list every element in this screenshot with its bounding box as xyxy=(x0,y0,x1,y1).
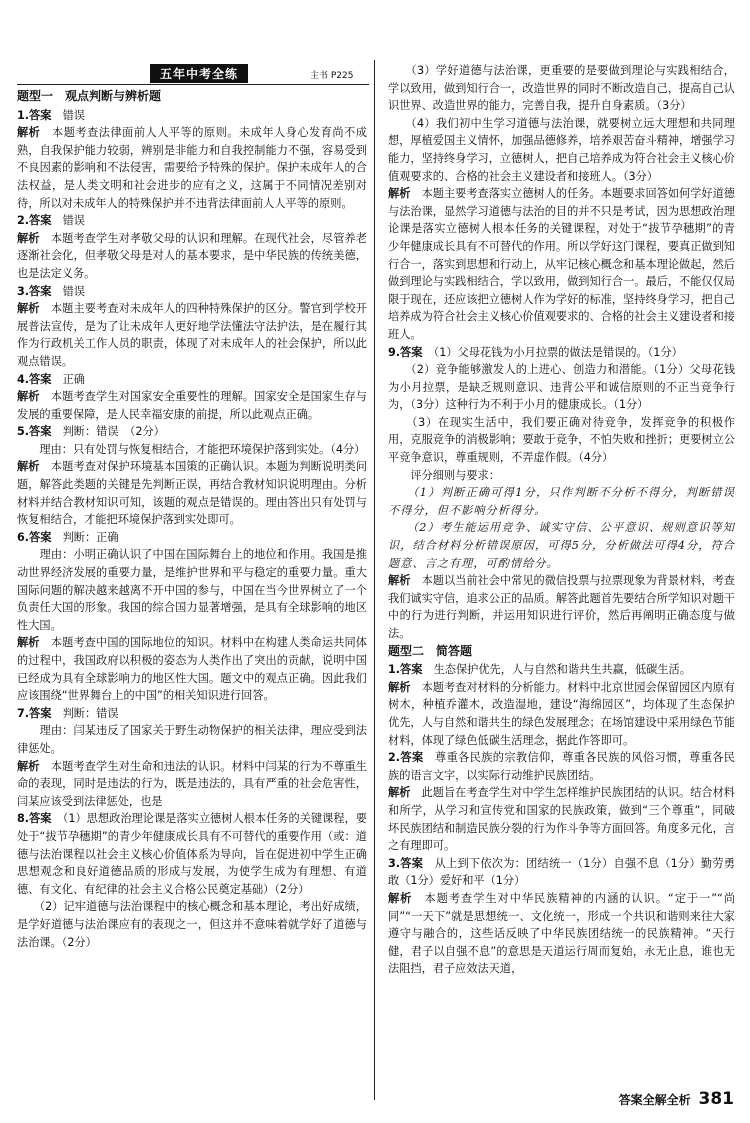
analysis-label: 解析 xyxy=(388,680,411,694)
body-paragraph: （2）记牢道德与法治课程中的核心概念和基本理论，考出好成绩，是学好道德与法治课应有的表现之一，但这并不意味着就学好了道德与法治课。（2分） xyxy=(17,900,367,949)
analysis-paragraph xyxy=(17,758,367,811)
body-paragraph: （4）我们初中生学习道德与法治课，就要树立远大理想和共同理想，厚植爱国主义情怀，加强品德修养，培养艰苦奋斗精神，增强学习能力，坚持终身学习，立德树人，把自己培养成为符合社会主义核心价值观要求的、合格的社会主义建设者和接班人。（3分） xyxy=(388,116,735,183)
body-paragraph: 理由：只有处罚与恢复相结合，才能把环境保护落到实处。（4分） xyxy=(17,442,366,456)
scoring-rule: （2）考生能运用竞争、诚实守信、公平意识、规则意识等知识，结合材料分析错误原因，可得5分，分析做法可得4分，符合题意、言之有理，可酌情给分。 xyxy=(388,521,735,570)
paragraph-text: （1）思想政治理论课是落实立德树人根本任务的关键课程，要处于“拔节孕穗期”的青少年健康成长具有不可替代的重要作用（或：道德与法治课程以社会主义核心价值体系为导向，旨在促进初中学生正确思想观念和良好道德品质的形成与发展，为使学生成为有理想、有道德、有文化、有纪律的社会主义合格公民奠定基础）（2分） xyxy=(17,812,367,896)
paragraph-text: 本题考查法律面前人人平等的原则。未成年人身心发育尚不成熟，自我保护能力较弱，辨别是非能力和自我控制能力不强，容易受到不良因素的影响和不法侵害，需要给予特殊的保护。保护未成年人的合法权益，是人类文明和社会进步的应有之义，这属于不同情况差别对待，所以对未成年人的特殊保护并不违背法律面前人人平等的原则。 xyxy=(17,126,367,210)
analysis-paragraph xyxy=(17,300,367,370)
body-paragraph: （2）竞争能够激发人的上进心、创造力和潜能。（1分）父母花钱为小月拉票，是缺乏规则意识、违背公平和诚信原则的不正当竞争行为，（3分）这种行为不利于小月的健康成长。（1分） xyxy=(388,363,735,412)
paragraph-text: 判断：正确 xyxy=(51,530,119,544)
section-heading: 题型二 简答题 xyxy=(388,643,473,658)
column-divider xyxy=(374,60,375,1100)
paragraph-text: 正确 xyxy=(51,372,85,386)
answer-paragraph xyxy=(17,423,367,441)
paragraph-text: 本题主要考查对未成年人的四种特殊保护的区分。警官到学校开展普法宣传，是为了让未成年人更好地学法懂法守法护法，是在履行其作为行政机关工作人员的职责，体现了对未成年人的社会保护，所以此观点错误。 xyxy=(17,302,367,368)
analysis-label: 解析 xyxy=(388,786,411,800)
analysis-paragraph xyxy=(17,634,367,704)
answer-label: 1.答案 xyxy=(17,108,52,122)
scoring-rule: （1）判断正确可得1分，只作判断不分析不得分，判断错误不得分，但不影响分析得分。 xyxy=(388,486,735,517)
analysis-label: 解析 xyxy=(17,302,40,316)
paragraph-text: 此题旨在考查学生对中学生怎样维护民族团结的认识。结合材料和所学，从学习和宣传党和国家的民族政策，做到“三个尊重”，同破坏民族团结和制造民族分裂的行为作斗争等方面回答。角度多元化，言之有理即可。 xyxy=(388,786,735,853)
answer-label: 3.答案 xyxy=(388,856,424,870)
analysis-paragraph xyxy=(388,679,735,749)
answer-paragraph xyxy=(17,705,367,723)
paragraph-text: 判断：错误 （2分） xyxy=(51,425,165,439)
body-paragraph: 评分细则与要求： xyxy=(388,468,500,482)
paragraph-text: 本题考查学生对孝敬父母的认识和理解。在现代社会，尽管养老逐渐社会化，但孝敬父母是对人的基本要求，是中华民族的传统美德，也是法定义务。 xyxy=(17,231,367,280)
body-paragraph: 理由：小明正确认识了中国在国际舞台上的地位和作用。我国是推动世界经济发展的重要力量，是维护世界和平与稳定的重要力量。重大国际问题的解决越来越离不开中国的参与，中国在当今世界树立了一个负责任大国的形象。我国的综合国力显著增强，是具有全球影响的地区性大国。 xyxy=(17,548,367,632)
analysis-label: 解析 xyxy=(17,460,40,474)
answer-paragraph xyxy=(388,344,735,362)
paragraph-text: 尊重各民族的宗教信仰，尊重各民族的风俗习惯，尊重各民族的语言文字，以实际行动维护民族团结。 xyxy=(388,751,735,782)
paragraph-text: 本题主要考查落实立德树人的任务。本题要求回答如何学好道德与法治课，显然学习道德与法治的目的并不只是考试，因为思想政治理论课是落实立德树人根本任务的关键课程，对处于“拔节孕穗期”的青少年健康成长具有不可替代的作用。所以学好这门课程，要真正做到知行合一，落实到思想和行动上，从牢记核心概念和基本理论做起，然后做到理论与实践相结合，学以致用，做到知行合一。最后，不能仅仅局限于现在，还应该把立德树人作为学好的标准，坚持终身学习，把自己培养成为符合社会主义核心价值观要求的、合格的社会主义建设者和接班人。 xyxy=(388,187,735,341)
analysis-paragraph xyxy=(388,185,735,343)
answer-paragraph xyxy=(17,212,367,230)
paragraph-text: 错误 xyxy=(51,284,85,298)
answer-label: 5.答案 xyxy=(17,425,52,439)
section-banner: 五年中考全练 xyxy=(150,64,248,83)
answer-paragraph xyxy=(388,749,735,784)
answer-paragraph xyxy=(17,283,367,301)
answer-paragraph xyxy=(388,855,735,890)
analysis-label: 解析 xyxy=(388,891,413,905)
analysis-label: 解析 xyxy=(17,126,41,140)
analysis-paragraph xyxy=(17,124,367,212)
analysis-paragraph xyxy=(388,572,735,642)
paragraph-text: 生态保护优先，人与自然和谐共生共赢，低碳生活。 xyxy=(422,663,691,677)
answer-label: 8.答案 xyxy=(17,812,52,826)
analysis-label: 解析 xyxy=(17,759,40,773)
footer-brand: 答案全解全析 xyxy=(618,1093,691,1107)
paragraph-text: 本题考查对材料的分析能力。材料中北京世园会保留园区内原有树木，种植乔灌木，改造湿地，建设“海绵园区”，均体现了生态保护优先，人与自然和谐共生的绿色发展理念；在场馆建设中采用绿色节能材料，体现了绿色低碳生活理念，据此作答即可。 xyxy=(388,680,735,747)
analysis-label: 解析 xyxy=(388,187,411,201)
answer-paragraph xyxy=(17,107,367,125)
paragraph-text: 本题考查学生对生命和违法的认识。材料中闫某的行为不尊重生命的表现，同时是违法的行为，既是违法的，具有严重的社会危害性，闫某应该受到法律惩处，也是 xyxy=(17,759,367,808)
paragraph-text: 错误 xyxy=(51,108,85,122)
left-column xyxy=(17,64,367,951)
answer-label: 3.答案 xyxy=(17,284,52,298)
paragraph-text: 本题考查中国的国际地位的知识。材料中在构建人类命运共同体的过程中，我国政府以积极的姿态为人类作出了突出的贡献，说明中国已经成为具有全球影响力的地区性大国。题文中的观点正确。因此我们应该围绕“世界舞台上的中国”的相关知识进行回答。 xyxy=(17,636,367,703)
page-footer xyxy=(619,1089,734,1109)
page-reference: 主书 P225 xyxy=(310,71,354,81)
answer-label: 6.答案 xyxy=(17,530,52,544)
paragraph-text: （1）父母花钱为小月拉票的做法是错误的。（1分） xyxy=(422,345,683,359)
analysis-paragraph xyxy=(17,388,367,423)
body-paragraph: （3）学好道德与法治课，更重要的是要做到理论与实践相结合，学以致用，做到知行合一，改造世界的同时不断改造自己，提高自己认识世界、改造世界的能力，完善自我，提升自身素质。（3分） xyxy=(388,64,735,113)
answer-label: 2.答案 xyxy=(388,751,424,765)
paragraph-text: 本题考查学生对国家安全重要性的理解。国家安全是国家生存与发展的重要保障，是人民幸福安康的前提，所以此观点正确。 xyxy=(17,390,367,421)
answer-paragraph xyxy=(388,661,735,679)
analysis-paragraph xyxy=(17,230,367,283)
answer-label: 2.答案 xyxy=(17,214,52,228)
right-column xyxy=(388,62,735,978)
answer-label: 9.答案 xyxy=(388,345,423,359)
analysis-paragraph xyxy=(17,458,367,528)
analysis-paragraph xyxy=(388,890,735,978)
paragraph-text: 从上到下依次为：团结统一（1分）自强不息（1分）勤劳勇敢（1分）爱好和平（1分） xyxy=(388,856,735,888)
paragraph-text: 本题以当前社会中常见的微信投票与拉票现象为背景材料，考查我们诚实守信，追求公正的品质。解答此题首先要结合所学知识对题干中的行为进行判断，并运用知识进行评价，然后再阐明正确态度与做法。 xyxy=(388,574,735,640)
analysis-label: 解析 xyxy=(17,231,40,245)
paragraph-text: 本题考查对保护环境基本国策的正确认识。本题为判断说明类问题，解答此类题的关键是先判断正误，再结合教材知识说明理由。分析材料并结合教材知识可知，该题的观点是错误的。理由答出只有处罚与恢复相结合，才能把环境保护落到实处即可。 xyxy=(17,460,367,527)
answer-label: 4.答案 xyxy=(17,372,52,386)
answer-paragraph xyxy=(17,810,367,898)
section-heading: 题型一 观点判断与辨析题 xyxy=(17,89,162,103)
analysis-label: 解析 xyxy=(17,636,40,650)
analysis-label: 解析 xyxy=(388,574,411,588)
analysis-label: 解析 xyxy=(17,390,40,404)
answer-label: 7.答案 xyxy=(17,706,52,720)
answer-paragraph xyxy=(17,371,367,389)
body-paragraph: （3）在现实生活中，我们要正确对待竞争，发挥竞争的积极作用，克服竞争的消极影响；要敢于竞争，不怕失败和挫折；更要树立公平竞争意识，尊重规则，不弄虚作假。（4分） xyxy=(388,415,735,465)
paragraph-text: 本题考查学生对中华民族精神的内涵的认识。“定于一”“尚同”“一天下”就是思想统一、文化统一，形成一个共识和谐则来往大家遵守与融合的，这些话反映了中华民族团结统一的民族精神。“天行健，君子以自强不息”的意思是天道运行周而复始，永无止息，谁也无法阻挡，君子应效法天道， xyxy=(388,891,735,976)
analysis-paragraph xyxy=(388,784,735,854)
answer-label: 1.答案 xyxy=(388,663,423,677)
paragraph-text: 判断：错误 xyxy=(51,706,119,720)
paragraph-text: 错误 xyxy=(51,214,85,228)
answer-paragraph xyxy=(17,529,367,547)
body-paragraph: 理由：闫某违反了国家关于野生动物保护的相关法律，理应受到法律惩处。 xyxy=(17,724,367,755)
page-number: 381 xyxy=(698,1089,734,1109)
